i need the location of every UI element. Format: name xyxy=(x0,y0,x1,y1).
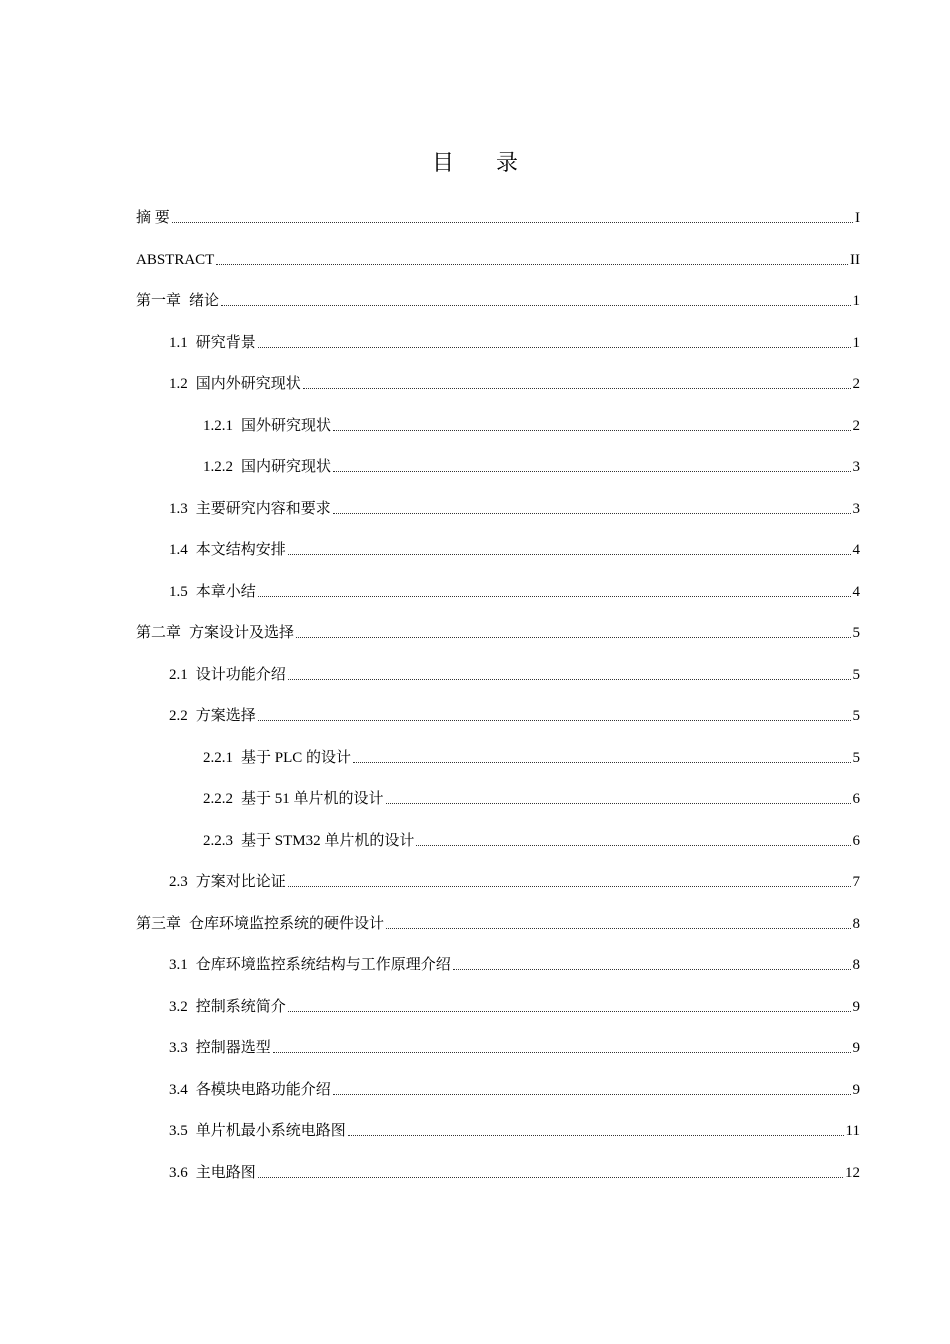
toc-entry[interactable] xyxy=(169,579,860,601)
toc-entry[interactable] xyxy=(136,247,860,269)
toc-entry-title: 绪论 xyxy=(189,293,220,309)
toc-entry[interactable] xyxy=(169,1035,860,1057)
toc-entry-page-number: 8 xyxy=(852,916,860,932)
toc-entry[interactable] xyxy=(169,1077,860,1099)
toc-entry-page-number: 9 xyxy=(852,999,860,1015)
toc-entry-number: 1.5 xyxy=(169,584,188,600)
dot-leader xyxy=(288,886,851,887)
dot-leader xyxy=(296,637,850,638)
toc-entry[interactable] xyxy=(136,205,860,227)
toc-entry-label xyxy=(169,1122,348,1140)
toc-entry-page-number: 11 xyxy=(845,1123,860,1139)
toc-entry-label xyxy=(136,209,172,227)
toc-entry-number: 1.2.2 xyxy=(203,459,233,475)
toc-entry-title: 单片机最小系统电路图 xyxy=(195,1123,346,1139)
toc-entry-label xyxy=(169,956,453,974)
toc-entry-number: 3.1 xyxy=(169,957,188,973)
toc-entry-number: 2.1 xyxy=(169,667,188,683)
toc-entry-number: 2.2.1 xyxy=(203,750,233,766)
toc-entry-label xyxy=(136,624,296,642)
toc-entry-number: 2.2.3 xyxy=(203,833,233,849)
dot-leader xyxy=(221,305,850,306)
dot-leader xyxy=(288,1011,851,1012)
toc-entry-title: 本章小结 xyxy=(195,584,256,600)
dot-leader xyxy=(172,222,853,223)
toc-entry[interactable] xyxy=(136,620,860,642)
page-title xyxy=(0,146,950,177)
toc-entry[interactable] xyxy=(169,703,860,725)
toc-entry-title: 控制系统简介 xyxy=(195,999,286,1015)
toc-entry-title: 国内研究现状 xyxy=(241,459,332,475)
toc-entry-label xyxy=(169,500,333,518)
toc-entry-page-number: 7 xyxy=(852,874,860,890)
toc-entry-title: 国内外研究现状 xyxy=(195,376,301,392)
toc-entry[interactable] xyxy=(203,828,860,850)
dot-leader xyxy=(386,928,850,929)
dot-leader xyxy=(258,1177,843,1178)
toc-entry-page-number: 6 xyxy=(852,833,860,849)
toc-entry-title: ABSTRACT xyxy=(136,252,215,268)
title-char-2: 录 xyxy=(496,151,519,176)
toc-entry-label xyxy=(203,790,386,808)
dot-leader xyxy=(416,845,850,846)
toc-entry-page-number: 2 xyxy=(852,418,860,434)
toc-entry-title: 仓库环境监控系统的硬件设计 xyxy=(189,916,385,932)
toc-entry-title: 本文结构安排 xyxy=(195,542,286,558)
toc-entry-title: 方案对比论证 xyxy=(195,874,286,890)
toc-entry-number: 2.2.2 xyxy=(203,791,233,807)
toc-entry[interactable] xyxy=(169,1160,860,1182)
toc-entry-label xyxy=(136,915,386,933)
toc-entry-label xyxy=(169,707,258,725)
dot-leader xyxy=(216,264,848,265)
toc-entry[interactable] xyxy=(203,413,860,435)
toc-entry-label xyxy=(169,583,258,601)
toc-entry-label xyxy=(203,749,353,767)
toc-entry-number: 1.3 xyxy=(169,501,188,517)
toc-entry[interactable] xyxy=(169,371,860,393)
toc-entry-label xyxy=(169,1039,273,1057)
toc-entry-number: 1.2 xyxy=(169,376,188,392)
dot-leader xyxy=(348,1135,844,1136)
toc-entry-page-number: II xyxy=(850,252,860,268)
dot-leader xyxy=(288,679,851,680)
dot-leader xyxy=(303,388,851,389)
toc-entry-page-number: 1 xyxy=(852,293,860,309)
toc-entry-page-number: 2 xyxy=(852,376,860,392)
toc-entry-number: 1.2.1 xyxy=(203,418,233,434)
toc-entry[interactable] xyxy=(169,496,860,518)
dot-leader xyxy=(288,554,851,555)
toc-entry-number: 1.4 xyxy=(169,542,188,558)
toc-entry[interactable] xyxy=(169,952,860,974)
toc-entry-number: 第三章 xyxy=(136,916,182,932)
toc-entry-page-number: 3 xyxy=(852,501,860,517)
toc-entry-label xyxy=(169,375,303,393)
dot-leader xyxy=(273,1052,851,1053)
toc-entry-title: 摘 要 xyxy=(136,210,170,226)
toc-entry[interactable] xyxy=(136,911,860,933)
toc-entry-number: 3.2 xyxy=(169,999,188,1015)
dot-leader xyxy=(258,596,851,597)
dot-leader xyxy=(333,1094,851,1095)
toc-entry-page-number: 9 xyxy=(852,1040,860,1056)
toc-entry-number: 3.3 xyxy=(169,1040,188,1056)
toc-entry-title: 国外研究现状 xyxy=(241,418,332,434)
toc-entry-label xyxy=(203,417,333,435)
dot-leader xyxy=(333,471,850,472)
toc-entry-title: 控制器选型 xyxy=(195,1040,271,1056)
toc-entry-label xyxy=(169,1164,258,1182)
toc-entry-label xyxy=(169,541,288,559)
toc-entry-number: 3.4 xyxy=(169,1082,188,1098)
toc-entry-page-number: 6 xyxy=(852,791,860,807)
toc-entry-page-number: 3 xyxy=(852,459,860,475)
toc-entry-page-number: 9 xyxy=(852,1082,860,1098)
toc-entry-number: 3.5 xyxy=(169,1123,188,1139)
toc-entry-page-number: 5 xyxy=(852,625,860,641)
toc-entry-title: 各模块电路功能介绍 xyxy=(195,1082,331,1098)
dot-leader xyxy=(258,347,851,348)
toc-entry-label xyxy=(169,666,288,684)
toc-entry-label xyxy=(203,458,333,476)
toc-entry[interactable] xyxy=(169,537,860,559)
dot-leader xyxy=(258,720,851,721)
toc-entry-label xyxy=(169,998,288,1016)
toc-entry-title: 方案选择 xyxy=(195,708,256,724)
toc-entry-title: 设计功能介绍 xyxy=(195,667,286,683)
toc-entry-number: 2.2 xyxy=(169,708,188,724)
toc-entry-page-number: I xyxy=(855,210,860,226)
toc-entry-page-number: 5 xyxy=(852,750,860,766)
toc-entry-title: 主电路图 xyxy=(195,1165,256,1181)
dot-leader xyxy=(453,969,851,970)
toc-entry[interactable] xyxy=(169,662,860,684)
toc-entry-page-number: 4 xyxy=(852,542,860,558)
toc-entry-page-number: 5 xyxy=(852,708,860,724)
toc-entry-label xyxy=(169,1081,333,1099)
toc-entry-title: 研究背景 xyxy=(195,335,256,351)
toc-entry-number: 第一章 xyxy=(136,293,182,309)
toc-entry-page-number: 5 xyxy=(852,667,860,683)
toc-entry[interactable] xyxy=(203,745,860,767)
toc-entry-page-number: 1 xyxy=(852,335,860,351)
toc-entry-label xyxy=(169,334,258,352)
toc-entry[interactable] xyxy=(203,454,860,476)
toc-entry-label xyxy=(136,292,221,310)
toc-entry-label xyxy=(136,251,216,269)
toc-entry-title: 方案设计及选择 xyxy=(189,625,295,641)
toc-entry-number: 1.1 xyxy=(169,335,188,351)
toc-entry-number: 2.3 xyxy=(169,874,188,890)
toc-entry-title: 基于 51 单片机的设计 xyxy=(241,791,384,807)
toc-entry[interactable] xyxy=(203,786,860,808)
toc-entry-page-number: 4 xyxy=(852,584,860,600)
toc-entry-label xyxy=(203,832,416,850)
toc-entry[interactable] xyxy=(136,288,860,310)
toc-entry-page-number: 8 xyxy=(852,957,860,973)
toc-entry-number: 第二章 xyxy=(136,625,182,641)
toc-entry-title: 基于 PLC 的设计 xyxy=(241,750,352,766)
toc-entry[interactable] xyxy=(169,1118,860,1140)
dot-leader xyxy=(333,430,850,431)
toc-entry-label xyxy=(169,873,288,891)
toc-entry-title: 主要研究内容和要求 xyxy=(195,501,331,517)
toc-entry-title: 基于 STM32 单片机的设计 xyxy=(241,833,415,849)
dot-leader xyxy=(386,803,851,804)
toc-entry[interactable] xyxy=(169,330,860,352)
dot-leader xyxy=(353,762,850,763)
toc-entry-page-number: 12 xyxy=(845,1165,860,1181)
dot-leader xyxy=(333,513,851,514)
title-char-1: 目 xyxy=(431,151,454,176)
toc-entry[interactable] xyxy=(169,994,860,1016)
toc-entry-number: 3.6 xyxy=(169,1165,188,1181)
toc-entry-title: 仓库环境监控系统结构与工作原理介绍 xyxy=(195,957,451,973)
toc-entry[interactable] xyxy=(169,869,860,891)
